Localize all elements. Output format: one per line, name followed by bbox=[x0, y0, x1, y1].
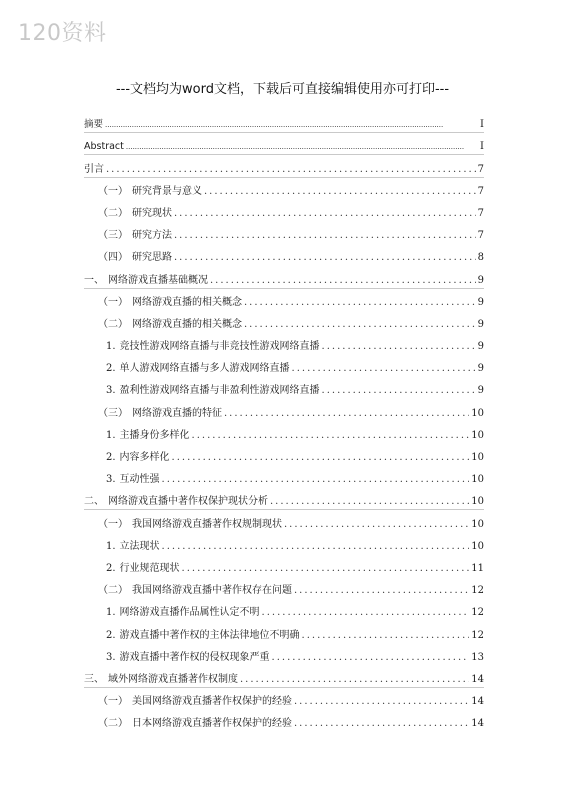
toc-page-number: 13 bbox=[471, 651, 484, 663]
toc-page-number: 10 bbox=[471, 452, 484, 463]
toc-dot-leader bbox=[204, 185, 476, 199]
toc-entry-number: 一、 bbox=[84, 274, 104, 286]
toc-dot-leader bbox=[240, 673, 469, 687]
toc-page-number: 10 bbox=[471, 429, 484, 441]
toc-dot-leader bbox=[162, 540, 470, 554]
toc-entry[interactable] bbox=[84, 178, 484, 200]
toc-page-number: 10 bbox=[471, 540, 484, 552]
toc-page-number: 10 bbox=[471, 518, 484, 530]
toc-page-number: 9 bbox=[477, 341, 484, 353]
toc-dot-leader bbox=[284, 518, 469, 532]
toc-dot-leader bbox=[292, 362, 476, 376]
toc-dot-leader bbox=[224, 407, 469, 421]
toc-entry-title: 立法现状 bbox=[119, 540, 160, 552]
toc-entry[interactable] bbox=[84, 244, 484, 266]
toc-entry-number: （四） bbox=[98, 252, 128, 264]
toc-entry-title: 单人游戏网络直播与多人游戏网络直播 bbox=[119, 363, 290, 375]
toc-entry-number: （三） bbox=[98, 407, 128, 419]
toc-entry-number: 2. bbox=[106, 629, 116, 641]
toc-entry-title: 我国网络游戏直播著作权规制现状 bbox=[132, 518, 282, 530]
toc-entry-number: （二） bbox=[98, 207, 128, 219]
toc-dot-leader bbox=[262, 606, 470, 620]
toc-entry-number: （一） bbox=[98, 518, 128, 530]
toc-entry-title: 研究思路 bbox=[132, 252, 172, 264]
toc-dot-leader bbox=[322, 384, 476, 398]
toc-entry-number: 1. bbox=[106, 540, 116, 552]
toc-entry[interactable] bbox=[84, 488, 484, 510]
toc-entry[interactable] bbox=[84, 644, 484, 666]
toc-page-number: 9 bbox=[477, 318, 484, 330]
toc-page-number: 12 bbox=[471, 629, 484, 641]
toc-entry-number: 三、 bbox=[84, 673, 104, 685]
toc-dot-leader bbox=[244, 318, 476, 332]
toc-entry[interactable] bbox=[84, 333, 484, 355]
toc-entry[interactable] bbox=[84, 621, 484, 643]
toc-dot-leader bbox=[272, 651, 470, 665]
toc-entry[interactable] bbox=[84, 266, 484, 288]
toc-page-number: 14 bbox=[471, 718, 484, 730]
toc-page-number: 9 bbox=[477, 385, 484, 397]
toc-entry-title: 游戏直播中著作权的主体法律地位不明确 bbox=[119, 629, 300, 641]
toc-dot-leader bbox=[192, 429, 470, 443]
toc-entry-title: 研究方法 bbox=[132, 230, 172, 242]
toc-entry-number: 2. bbox=[106, 562, 116, 574]
toc-dot-leader bbox=[294, 584, 469, 598]
toc-page-number: 10 bbox=[471, 474, 484, 486]
toc-entry-number: 3. bbox=[106, 474, 116, 486]
toc-entry-number: 3. bbox=[106, 651, 116, 663]
toc-entry[interactable] bbox=[84, 466, 484, 488]
toc-page-number: 10 bbox=[471, 407, 484, 419]
toc-entry-title: 网络游戏直播的相关概念 bbox=[132, 318, 242, 330]
toc-dot-leader bbox=[182, 562, 470, 576]
toc-dot-leader bbox=[210, 274, 476, 288]
toc-entry-title: Abstract bbox=[84, 141, 124, 153]
toc-entry[interactable] bbox=[84, 533, 484, 555]
toc-page-number: 12 bbox=[471, 585, 484, 597]
toc-page-number: 14 bbox=[471, 673, 484, 685]
toc-entry-title: 盈利性游戏网络直播与非盈利性游戏网络直播 bbox=[119, 385, 320, 397]
toc-entry-number: （二） bbox=[98, 318, 128, 330]
toc-entry-number: 2. bbox=[106, 452, 116, 463]
toc-entry-number: 1. bbox=[106, 341, 116, 353]
toc-entry[interactable] bbox=[84, 355, 484, 377]
toc-dot-leader bbox=[105, 118, 478, 132]
toc-entry-title: 研究现状 bbox=[132, 207, 172, 219]
toc-entry-number: （一） bbox=[98, 185, 128, 197]
toc-entry-title: 美国网络游戏直播著作权保护的经验 bbox=[132, 696, 292, 708]
toc-entry-title: 研究背景与意义 bbox=[132, 185, 202, 197]
toc-entry[interactable] bbox=[84, 133, 484, 155]
toc-page-number: 9 bbox=[477, 363, 484, 375]
toc-entry[interactable] bbox=[84, 289, 484, 311]
toc-page-number: 10 bbox=[471, 496, 484, 508]
toc-entry[interactable] bbox=[84, 599, 484, 621]
toc-page-number: 7 bbox=[477, 230, 484, 242]
toc-entry-number: （二） bbox=[98, 585, 128, 597]
toc-dot-leader bbox=[322, 340, 476, 354]
toc-page-number: 7 bbox=[477, 163, 484, 175]
toc-entry-title: 引言 bbox=[84, 163, 104, 175]
document-header-note: ---文档均为word文档，下载后可直接编辑使用亦可打印--- bbox=[115, 82, 450, 97]
toc-entry[interactable] bbox=[84, 688, 484, 710]
toc-entry[interactable] bbox=[84, 200, 484, 222]
toc-entry-number: （一） bbox=[98, 296, 128, 308]
toc-entry-title: 竞技性游戏网络直播与非竞技性游戏网络直播 bbox=[119, 341, 320, 353]
toc-entry-number: 1. bbox=[106, 607, 116, 619]
toc-dot-leader bbox=[174, 229, 476, 243]
toc-page-number: 8 bbox=[477, 252, 484, 264]
toc-dot-leader bbox=[294, 717, 469, 731]
toc-entry-title: 日本网络游戏直播著作权保护的经验 bbox=[132, 718, 292, 730]
toc-entry[interactable] bbox=[84, 666, 484, 688]
toc-dot-leader bbox=[162, 473, 470, 487]
toc-entry-title: 主播身份多样化 bbox=[119, 429, 190, 441]
toc-entry-number: （三） bbox=[98, 230, 128, 242]
table-of-contents bbox=[84, 111, 484, 732]
toc-dot-leader bbox=[172, 451, 470, 465]
toc-entry[interactable] bbox=[84, 311, 484, 333]
toc-entry-title: 游戏直播中著作权的侵权现象严重 bbox=[119, 651, 270, 663]
toc-dot-leader bbox=[174, 251, 476, 265]
toc-dot-leader bbox=[270, 495, 469, 509]
toc-entry[interactable] bbox=[84, 399, 484, 421]
toc-page-number: 9 bbox=[477, 296, 484, 308]
toc-entry-number: 3. bbox=[106, 385, 116, 397]
toc-entry-title: 内容多样化 bbox=[119, 452, 170, 463]
toc-entry[interactable] bbox=[84, 111, 484, 133]
toc-entry-title: 网络游戏直播作品属性认定不明 bbox=[119, 607, 260, 619]
toc-page-number: 7 bbox=[477, 185, 484, 197]
toc-entry[interactable] bbox=[84, 710, 484, 732]
toc-entry-title: 我国网络游戏直播中著作权存在问题 bbox=[132, 585, 292, 597]
toc-entry-title: 网络游戏直播基础概况 bbox=[108, 274, 208, 286]
toc-dot-leader bbox=[106, 163, 476, 177]
toc-entry[interactable] bbox=[84, 377, 484, 399]
toc-entry-title: 网络游戏直播的特征 bbox=[132, 407, 222, 419]
toc-entry-title: 网络游戏直播中著作权保护现状分析 bbox=[108, 496, 268, 508]
toc-entry[interactable] bbox=[84, 510, 484, 532]
toc-entry[interactable] bbox=[84, 555, 484, 577]
toc-entry-number: （二） bbox=[98, 718, 128, 730]
toc-entry-number: 1. bbox=[106, 429, 116, 441]
toc-entry[interactable] bbox=[84, 155, 484, 177]
toc-dot-leader bbox=[174, 207, 476, 221]
toc-entry-title: 行业规范现状 bbox=[119, 562, 180, 574]
toc-dot-leader bbox=[126, 140, 478, 154]
toc-page-number: 12 bbox=[471, 607, 484, 619]
toc-page-number: I bbox=[480, 119, 484, 131]
toc-entry-number: 2. bbox=[106, 363, 116, 375]
toc-entry-title: 网络游戏直播的相关概念 bbox=[132, 296, 242, 308]
toc-entry[interactable] bbox=[84, 222, 484, 244]
toc-page-number: 11 bbox=[471, 562, 484, 574]
toc-entry-number: （一） bbox=[98, 696, 128, 708]
toc-page-number: 14 bbox=[471, 696, 484, 708]
toc-entry-title: 域外网络游戏直播著作权制度 bbox=[108, 673, 238, 685]
toc-dot-leader bbox=[302, 629, 470, 643]
toc-entry-title: 互动性强 bbox=[119, 474, 160, 486]
toc-dot-leader bbox=[244, 296, 476, 310]
toc-page-number: 7 bbox=[477, 207, 484, 219]
watermark: 120资料 bbox=[18, 21, 107, 46]
toc-entry[interactable] bbox=[84, 444, 484, 466]
toc-entry-number: 二、 bbox=[84, 496, 104, 508]
toc-page-number: 9 bbox=[477, 274, 484, 286]
toc-dot-leader bbox=[294, 695, 469, 709]
toc-page-number: I bbox=[480, 141, 484, 153]
toc-entry[interactable] bbox=[84, 577, 484, 599]
toc-entry-title: 摘要 bbox=[84, 119, 104, 131]
toc-entry[interactable] bbox=[84, 422, 484, 444]
